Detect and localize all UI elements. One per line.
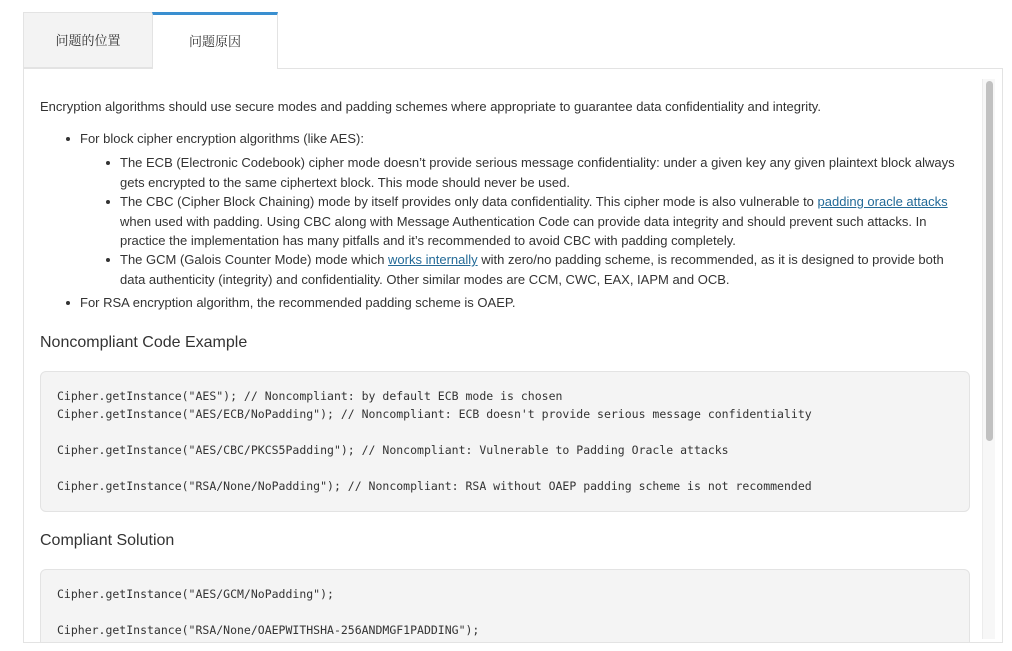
compliant-heading: Compliant Solution xyxy=(40,532,175,549)
code-line: Cipher.getInstance("RSA/None/OAEPWITHSHA-256ANDMGF1PADDING"); xyxy=(57,623,480,637)
list-item-text: practice the implementation has many pitfalls and it’s recommended to avoid CBC with padding completely. xyxy=(120,233,736,248)
list-item xyxy=(120,250,970,289)
code-line: Cipher.getInstance("AES/CBC/PKCS5Padding"); // Noncompliant: Vulnerable to Padding Oracle attacks xyxy=(57,443,729,457)
list-item-text: The ECB (Electronic Codebook) cipher mode doesn’t provide serious message confidentiality: under a given key any given plaintext block always xyxy=(120,155,955,170)
compliant-code-block xyxy=(40,569,970,642)
list-item-text xyxy=(120,250,970,270)
code-line: Cipher.getInstance("AES/ECB/NoPadding"); // Noncompliant: ECB doesn't provide serious message confidentiality xyxy=(57,407,812,421)
intro-paragraph: Encryption algorithms should use secure modes and padding schemes where appropriate to guarantee data confidentiality and integrity. xyxy=(40,99,821,114)
list-item-text xyxy=(120,192,970,212)
list-item-text-pre: The CBC (Cipher Block Chaining) mode by itself provides only data confidentiality. This cipher mode is also vulnerable to xyxy=(120,194,818,209)
noncompliant-heading: Noncompliant Code Example xyxy=(40,334,248,351)
list-item xyxy=(80,293,515,313)
tab-bar xyxy=(23,12,1003,69)
code-line: Cipher.getInstance("AES/GCM/NoPadding"); xyxy=(57,587,334,601)
bullet-icon xyxy=(106,161,110,165)
list-item-text-pre: The GCM (Galois Counter Mode) mode which xyxy=(120,252,389,267)
vertical-scrollbar[interactable] xyxy=(982,79,995,639)
bullet-icon xyxy=(66,137,70,141)
list-item xyxy=(80,129,364,149)
tab-issue-reason[interactable]: 问题原因 xyxy=(152,12,278,69)
padding-oracle-attacks-link[interactable]: padding oracle attacks xyxy=(817,194,948,209)
bullet-icon xyxy=(106,200,110,204)
list-item xyxy=(120,153,970,192)
list-item-text: data authenticity (integrity) and confidentiality. Other similar modes are CCM, CWC, EAX, IAPM and OCB. xyxy=(120,271,730,287)
list-item-text: For block cipher encryption algorithms (like AES): xyxy=(80,131,364,146)
tab-issue-location[interactable]: 问题的位置 xyxy=(23,12,152,68)
list-item-text: when used with padding. Using CBC along with Message Authentication Code can provide data integrity and should prevent such attacks. In xyxy=(120,213,927,229)
rule-description-panel xyxy=(23,68,1003,643)
list-item-text: For RSA encryption algorithm, the recommended padding scheme is OAEP. xyxy=(80,295,516,310)
list-item-text: gets encrypted to the same ciphertext block. This mode should never be used. xyxy=(120,174,570,190)
scrollbar-thumb[interactable] xyxy=(986,81,993,441)
bullet-icon xyxy=(66,301,70,305)
noncompliant-code-block xyxy=(40,371,970,512)
scroll-area xyxy=(24,77,982,642)
code-line: Cipher.getInstance("AES"); // Noncompliant: by default ECB mode is chosen xyxy=(57,389,563,403)
works-internally-link[interactable]: works internally xyxy=(388,252,478,267)
code-line: Cipher.getInstance("RSA/None/NoPadding"); // Noncompliant: RSA without OAEP padding scheme is not recommended xyxy=(57,479,812,493)
list-item-text-post: with zero/no padding scheme, is recommended, as it is designed to provide both xyxy=(477,252,944,267)
bullet-icon xyxy=(106,258,110,262)
list-item xyxy=(120,192,970,251)
